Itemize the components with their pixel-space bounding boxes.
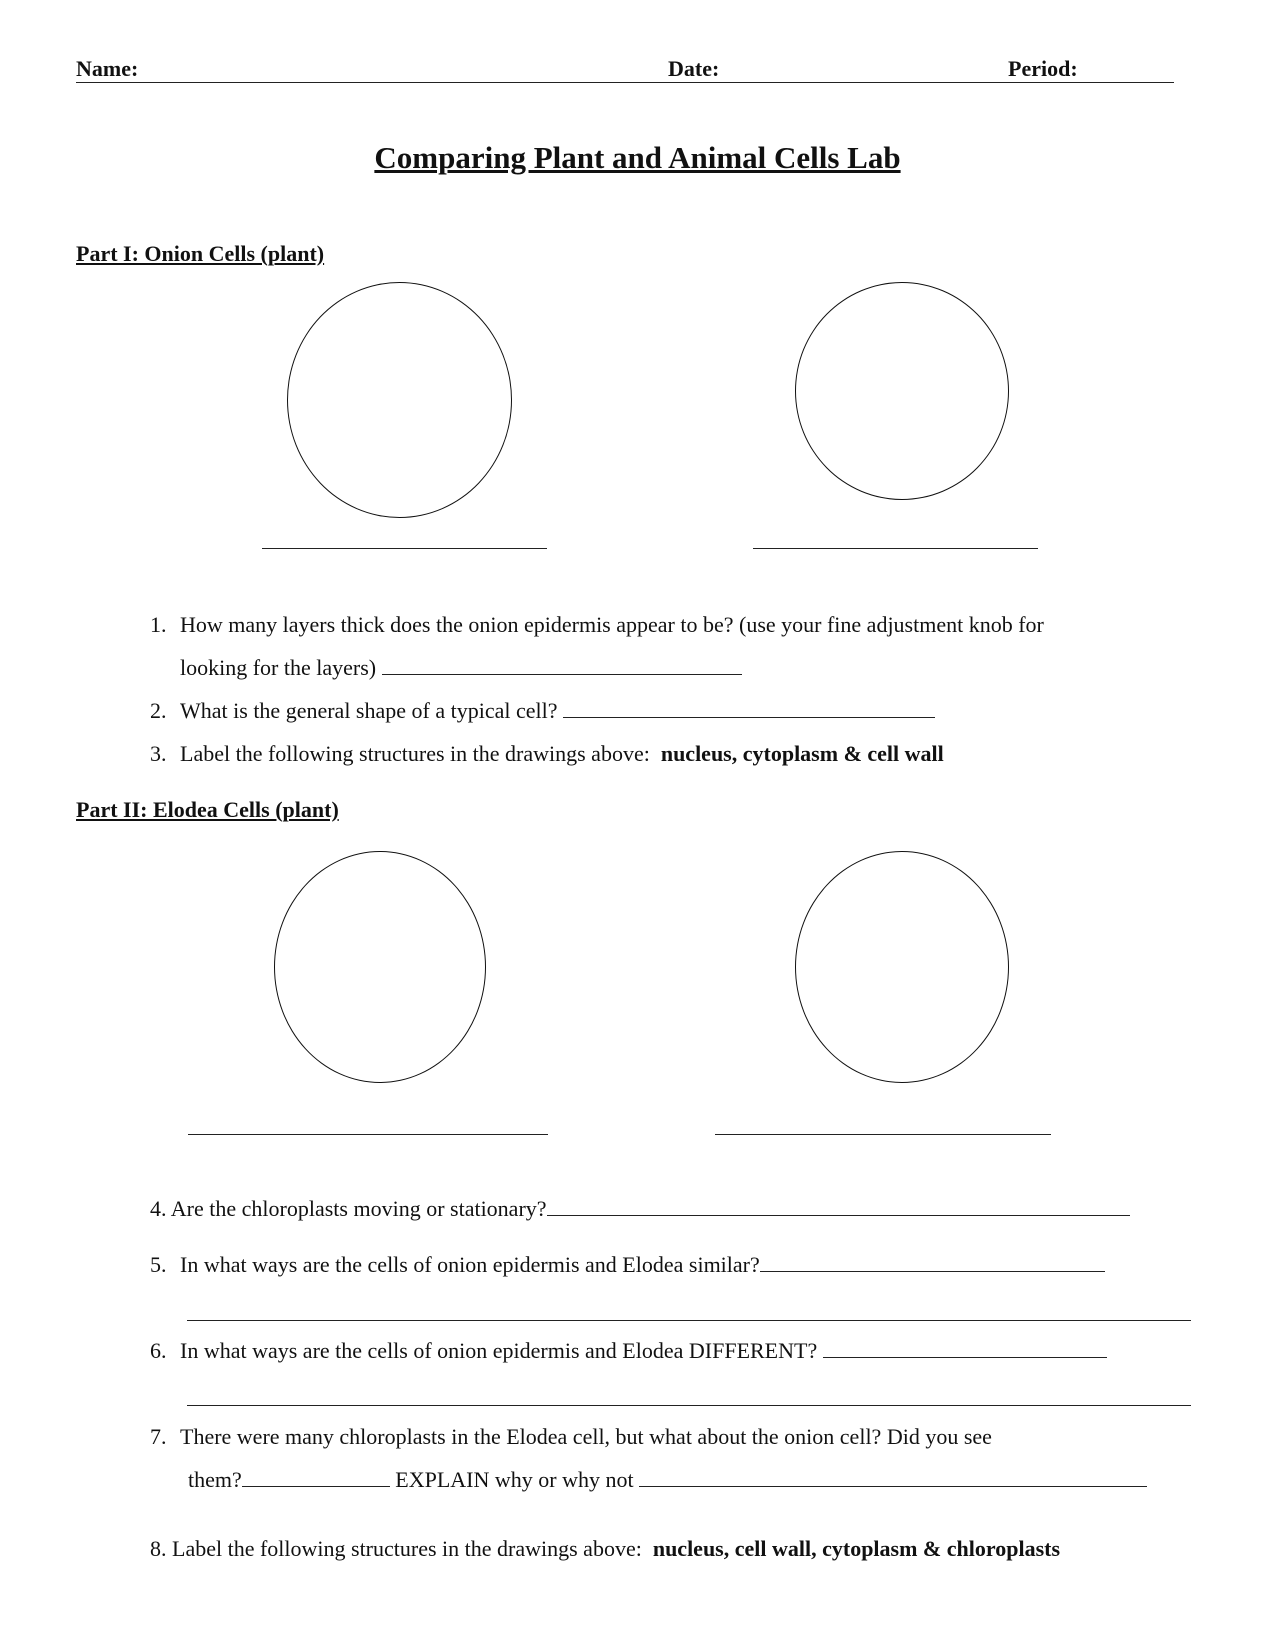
question-text: them? (188, 1467, 242, 1492)
question-number: 3. (150, 741, 167, 766)
page-title: Comparing Plant and Animal Cells Lab (374, 140, 901, 175)
onion-drawing-circle-2[interactable] (795, 282, 1009, 500)
onion-drawing-circle-1[interactable] (287, 282, 512, 518)
part2-heading: Part II: Elodea Cells (plant) (76, 797, 339, 822)
question-number: 2. (150, 698, 167, 723)
question-number: 8. (150, 1536, 167, 1561)
answer-line-1[interactable] (382, 656, 742, 675)
question-8 (150, 1536, 1060, 1562)
name-field[interactable] (76, 82, 1174, 83)
question-3 (150, 741, 944, 767)
answer-line-6b[interactable] (187, 1405, 1191, 1406)
question-number: 6. (150, 1338, 167, 1363)
elodea-drawing-circle-2[interactable] (795, 851, 1009, 1083)
answer-line-2[interactable] (563, 699, 935, 718)
question-5 (150, 1252, 1105, 1278)
question-number: 4. (150, 1196, 167, 1221)
answer-line-7a[interactable] (242, 1468, 390, 1487)
question-text: Are the chloroplasts moving or stationary? (170, 1196, 547, 1221)
structures-list: nucleus, cell wall, cytoplasm & chloroplasts (652, 1536, 1061, 1561)
question-text: Label the following structures in the drawings above: (172, 1536, 642, 1561)
answer-line-7b[interactable] (639, 1468, 1147, 1487)
question-text: EXPLAIN why or why not (395, 1467, 634, 1492)
question-7 (150, 1424, 992, 1450)
answer-line-5[interactable] (760, 1253, 1105, 1272)
structures-list: nucleus, cytoplasm & cell wall (660, 741, 944, 766)
answer-line-4[interactable] (547, 1197, 1130, 1216)
question-2 (150, 698, 935, 724)
question-text: Label the following structures in the drawings above: (180, 741, 650, 766)
question-number: 5. (150, 1252, 167, 1277)
question-6 (150, 1338, 1107, 1364)
elodea-caption-line-2[interactable] (715, 1134, 1051, 1135)
question-1-cont (180, 655, 742, 681)
question-text: There were many chloroplasts in the Elodea cell, but what about the onion cell? Did you see (180, 1424, 992, 1449)
name-label: Name: (76, 56, 139, 81)
onion-caption-line-2[interactable] (753, 548, 1038, 549)
date-label: Date: (668, 56, 720, 81)
period-label: Period: (1008, 56, 1078, 81)
answer-line-5b[interactable] (187, 1320, 1191, 1321)
part1-heading: Part I: Onion Cells (plant) (76, 241, 325, 266)
question-text: What is the general shape of a typical cell? (180, 698, 558, 723)
question-text: looking for the layers) (180, 655, 377, 680)
question-text: In what ways are the cells of onion epidermis and Elodea DIFFERENT? (180, 1338, 818, 1363)
question-7-cont (188, 1467, 1147, 1493)
question-number: 1. (150, 612, 167, 637)
question-text: In what ways are the cells of onion epidermis and Elodea similar? (180, 1252, 760, 1277)
onion-caption-line-1[interactable] (262, 548, 547, 549)
answer-line-6[interactable] (823, 1339, 1107, 1358)
question-1 (150, 612, 1044, 638)
elodea-drawing-circle-1[interactable] (274, 851, 486, 1083)
question-number: 7. (150, 1424, 167, 1449)
elodea-caption-line-1[interactable] (188, 1134, 548, 1135)
question-text: How many layers thick does the onion epidermis appear to be? (use your fine adjustment knob for (180, 612, 1044, 637)
question-4 (150, 1196, 1130, 1222)
